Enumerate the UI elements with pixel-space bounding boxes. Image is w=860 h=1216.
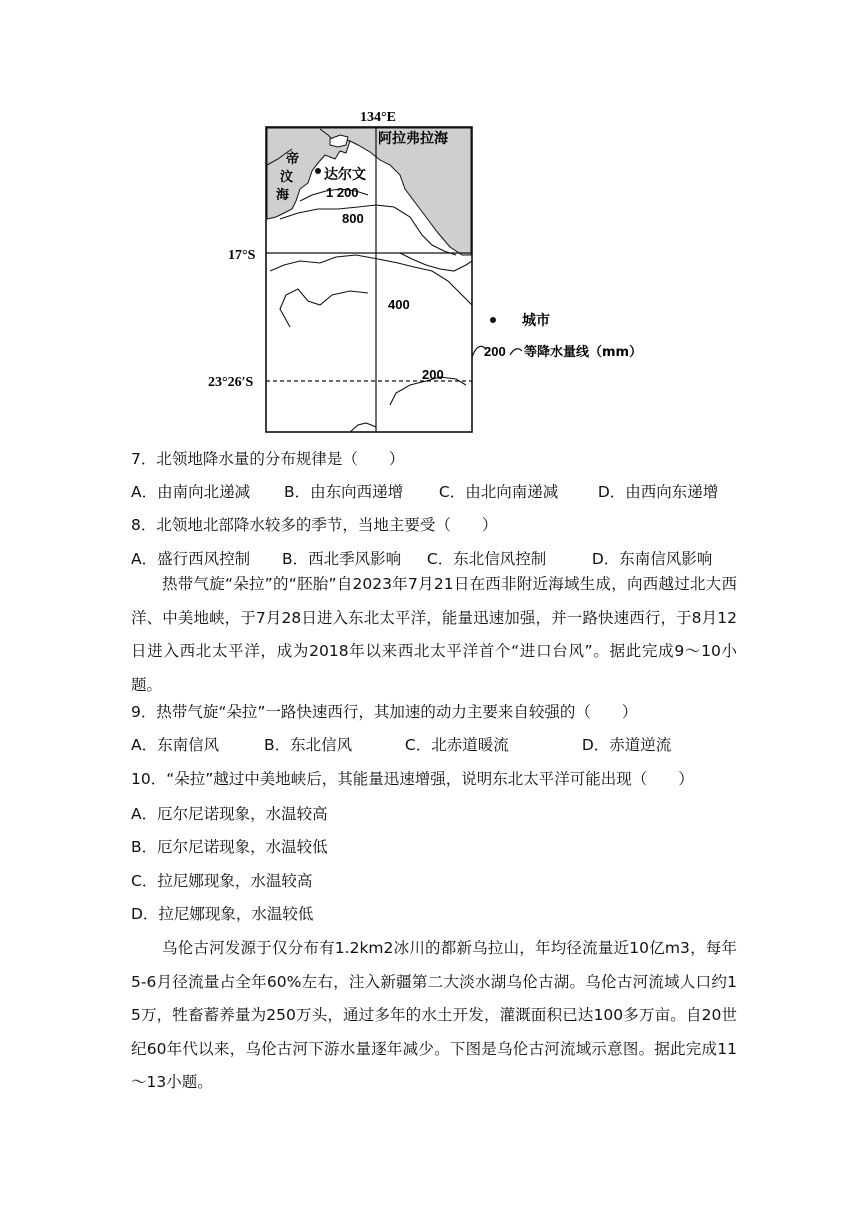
lat-tropic-label: 23°26′S xyxy=(208,375,254,390)
sea-north-label: 阿拉弗拉海 xyxy=(378,131,448,147)
q9-option-b[interactable]: B．东北信风 xyxy=(263,736,353,754)
question-8-options xyxy=(131,548,712,570)
q10-option-c[interactable]: C．拉尼娜现象，水温较高 xyxy=(131,872,313,890)
rainfall-map xyxy=(200,105,660,440)
q7-option-b[interactable]: B．由东向西递增 xyxy=(283,483,404,501)
sea-west-char-1: 帝 xyxy=(286,152,300,167)
sea-west-char-2: 汶 xyxy=(280,170,294,185)
q7-option-a[interactable]: A．由南向北递减 xyxy=(131,483,251,501)
question-7-stem: 7．北领地降水量的分布规律是（ ） xyxy=(131,450,405,468)
q9-option-c[interactable]: C．北赤道暖流 xyxy=(404,736,509,754)
isohyet-label-200: 200 xyxy=(422,367,444,382)
q8-option-a[interactable]: A．盛行西风控制 xyxy=(131,550,251,568)
q9-option-a[interactable]: A．东南信风 xyxy=(131,736,220,754)
question-8-stem: 8．北领地北部降水较多的季节，当地主要受（ ） xyxy=(131,516,498,534)
darwin-city-dot xyxy=(315,168,321,174)
passage-dora: 热带气旋“朵拉”的“胚胎”自2023年7月21日在西非附近海域生成，向西越过北大西洋、中美地峡，于7月28日进入东北太平洋，能量迅速加强，并一路快速西行，于8月12日进入西北太平洋，成为2018年以来西北太平洋首个“进口台风”。据此完成9～10小题。 xyxy=(131,575,737,694)
legend-line-value: 200 xyxy=(484,344,506,359)
q10-option-d[interactable]: D．拉尼娜现象，水温较低 xyxy=(131,905,314,923)
longitude-label: 134°E xyxy=(360,110,396,125)
question-9-options xyxy=(131,734,671,756)
question-9-stem: 9．热带气旋“朵拉”一路快速西行，其加速的动力主要来自较强的（ ） xyxy=(131,703,638,721)
isohyet-label-800: 800 xyxy=(342,211,364,226)
passage-ulungur: 乌伦古河发源于仅分布有1.2km2冰川的都新乌拉山，年均径流量近10亿m3，每年5-6月径流量占全年60%左右，注入新疆第二大淡水湖乌伦古湖。乌伦古河流域人口约15万，牲畜蓄养量为250万头，通过多年的水土开发，灌溉面积已达100多万亩。自20世纪60年代以来，乌伦古河下游水量逐年减少。下图是乌伦古河流域示意图。据此完成11～13小题。 xyxy=(131,939,737,1091)
q10-option-b[interactable]: B．厄尔尼诺现象，水温较低 xyxy=(131,838,328,856)
isohyet-label-400: 400 xyxy=(388,297,410,312)
q9-option-d[interactable]: D．赤道逆流 xyxy=(581,736,672,754)
legend-line-label: 等降水量线（mm） xyxy=(524,345,643,360)
q8-option-b[interactable]: B．西北季风影响 xyxy=(281,550,402,568)
sea-west-char-3: 海 xyxy=(276,188,290,203)
q8-option-c[interactable]: C．东北信风控制 xyxy=(426,550,547,568)
q10-option-a[interactable]: A．厄尔尼诺现象，水温较高 xyxy=(131,805,328,823)
question-10-stem: 10．“朵拉”越过中美地峡后，其能量迅速增强，说明东北太平洋可能出现（ ） xyxy=(131,770,694,788)
q7-option-c[interactable]: C．由北向南递减 xyxy=(438,483,559,501)
lat-17-label: 17°S xyxy=(228,248,256,263)
question-7-options xyxy=(131,481,718,503)
city-label: 达尔文 xyxy=(324,167,366,183)
legend-city-label: 城市 xyxy=(522,313,550,329)
legend-city-dot xyxy=(490,317,496,323)
q7-option-d[interactable]: D．由西向东递增 xyxy=(597,483,719,501)
q8-option-d[interactable]: D．东南信风影响 xyxy=(591,550,713,568)
isohyet-label-1200: 1 200 xyxy=(326,185,359,200)
